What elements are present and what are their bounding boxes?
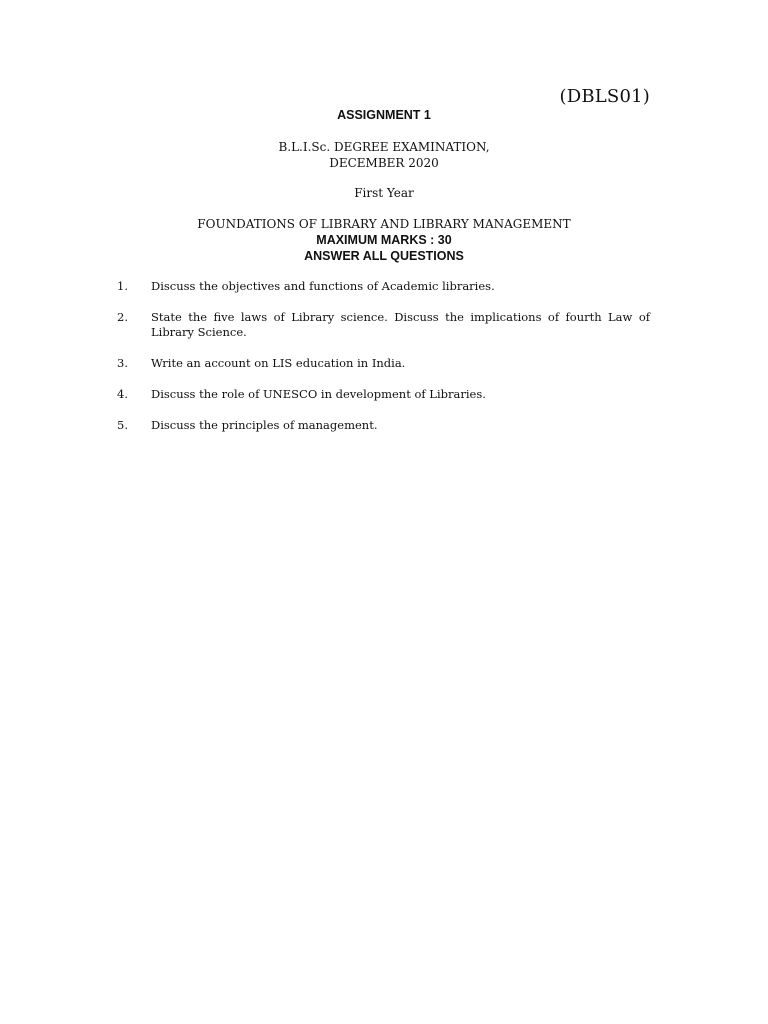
question-number: 5.	[117, 418, 128, 432]
question-number: 2.	[117, 310, 128, 324]
question-text: Write an account on LIS education in India.	[151, 356, 406, 370]
question-number: 3.	[117, 356, 128, 370]
question-number: 4.	[117, 387, 128, 401]
question-list	[117, 279, 650, 449]
subject-title: FOUNDATIONS OF LIBRARY AND LIBRARY MANAGEMENT	[197, 217, 571, 231]
question-item	[117, 356, 650, 371]
question-item	[117, 387, 650, 402]
question-number: 1.	[117, 279, 128, 293]
question-text: Discuss the principles of management.	[151, 418, 378, 432]
answer-instruction: ANSWER ALL QUESTIONS	[304, 249, 464, 263]
question-item	[117, 310, 650, 340]
question-text: Discuss the objectives and functions of Academic libraries.	[151, 279, 495, 293]
question-text: State the five laws of Library science. Discuss the implications of fourth Law of Library Science.	[151, 310, 650, 339]
question-item	[117, 279, 650, 294]
question-item	[117, 418, 650, 433]
paper-code: (DBLS01)	[559, 86, 650, 107]
degree-line-2: DECEMBER 2020	[329, 156, 439, 170]
degree-line-1: B.L.I.Sc. DEGREE EXAMINATION,	[278, 140, 490, 154]
assignment-title: ASSIGNMENT 1	[337, 108, 431, 122]
year-line: First Year	[354, 186, 414, 200]
maximum-marks: MAXIMUM MARKS : 30	[316, 233, 452, 247]
question-text: Discuss the role of UNESCO in development of Libraries.	[151, 387, 486, 401]
